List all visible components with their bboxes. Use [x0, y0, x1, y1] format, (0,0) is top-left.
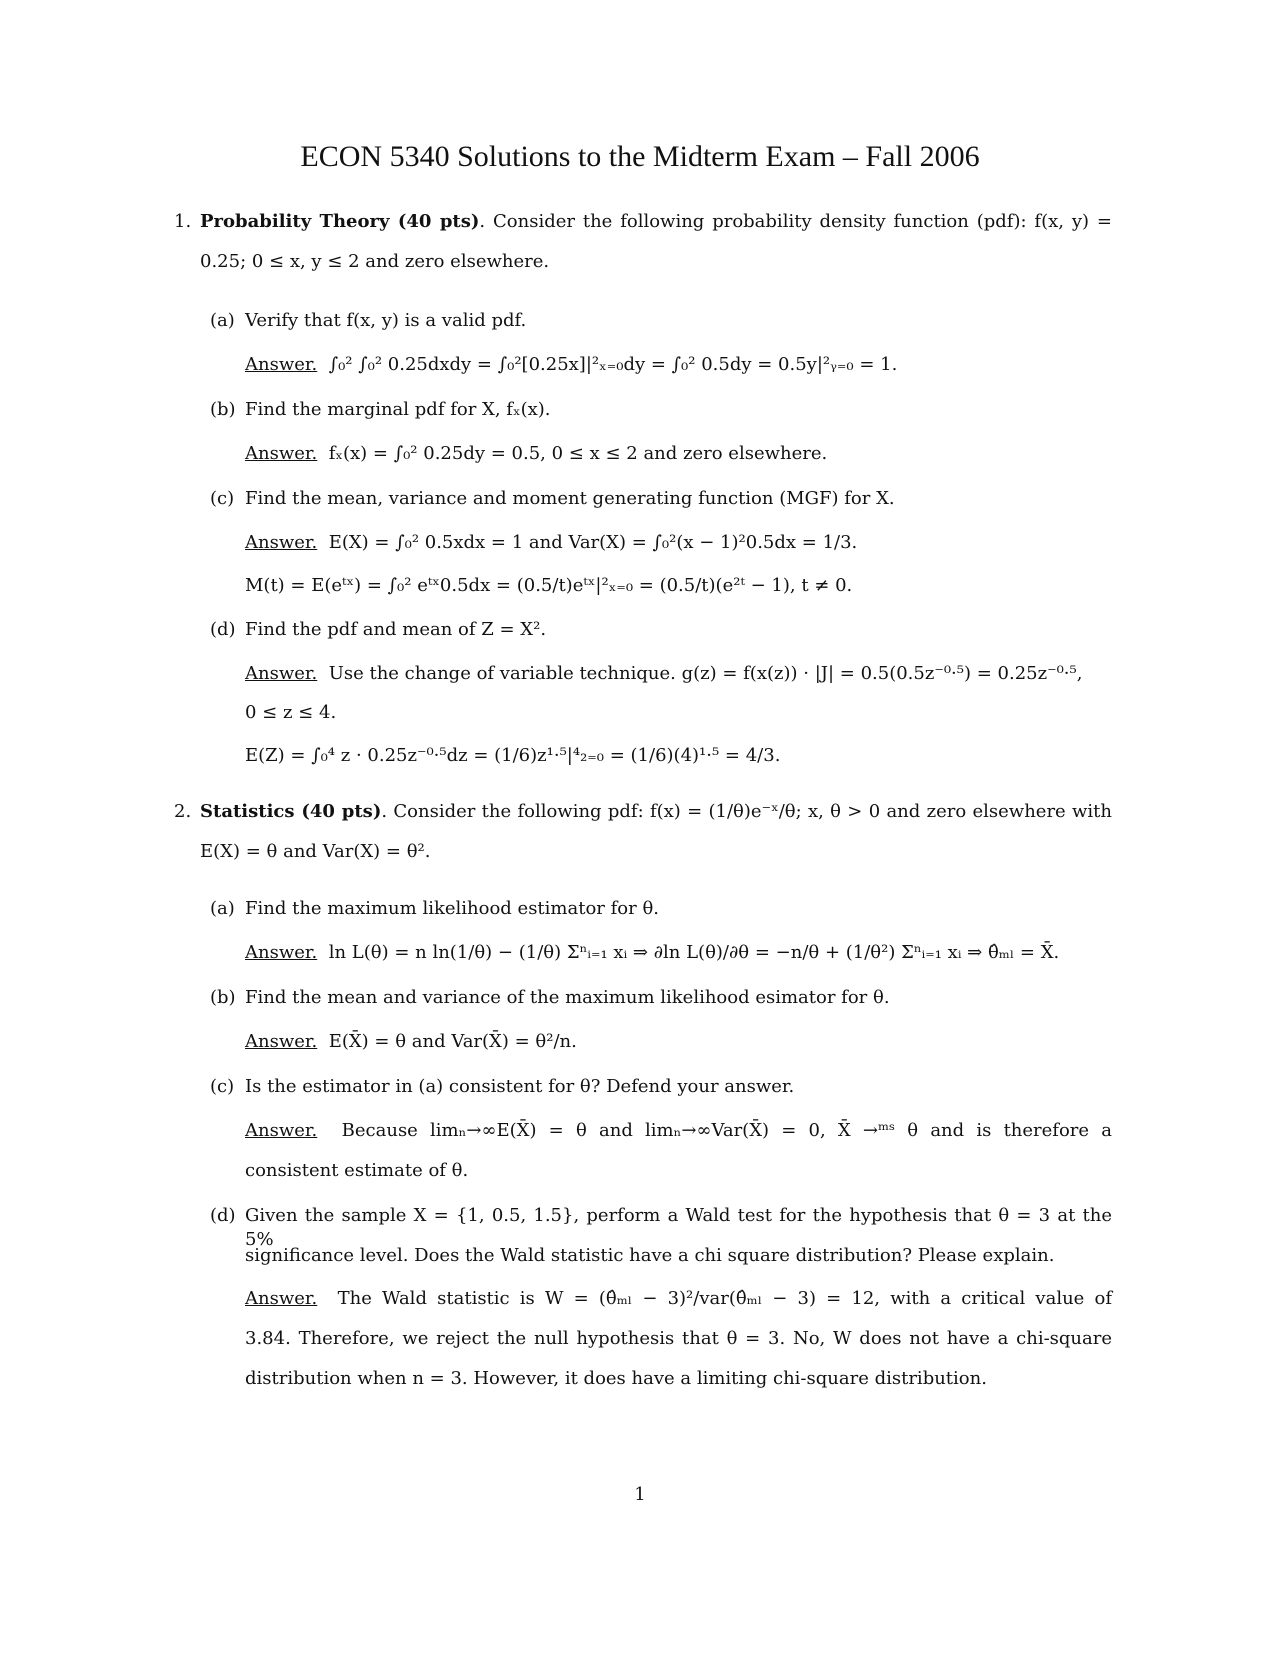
q2a-answer: [245, 941, 1059, 965]
q2-intro-line1: [200, 800, 1112, 824]
q2c-answer: [245, 1119, 1112, 1143]
q2a-answer-text: ln L(θ) = n ln(1/θ) − (1/θ) Σⁿᵢ₌₁ xᵢ ⇒ ∂ln L(θ)/∂θ = −n/θ + (1/θ²) Σⁿᵢ₌₁ xᵢ ⇒ θ̂ₘₗ = X̄.: [328, 942, 1060, 963]
q2c-label: (c): [210, 1076, 235, 1097]
answer-label: Answer.: [245, 1120, 318, 1141]
q2-intro1-text: . Consider the following pdf: f(x) = (1/θ)e⁻ˣ/θ; x, θ > 0 and zero elsewhere with: [381, 801, 1112, 822]
q2-intro-line2: E(X) = θ and Var(X) = θ².: [200, 841, 431, 862]
page-title: ECON 5340 Solutions to the Midterm Exam – Fall 2006: [300, 140, 980, 173]
answer-label: Answer.: [245, 532, 318, 553]
q2-heading: Statistics (40 pts): [200, 801, 382, 822]
q2a-label: (a): [210, 898, 235, 919]
q2d-label: (d): [210, 1205, 236, 1226]
answer-label: Answer.: [245, 354, 318, 375]
q1a-label: (a): [210, 310, 235, 331]
q1d-answer: [245, 662, 1082, 686]
q1-intro-line1: [200, 210, 1112, 234]
q1a-answer: [245, 353, 897, 377]
q2d-answer: [245, 1287, 1112, 1311]
q1b-question: Find the marginal pdf for X, fₓ(x).: [245, 399, 551, 420]
q1c-answer-line2: M(t) = E(eᵗˣ) = ∫₀² eᵗˣ0.5dx = (0.5/t)eᵗˣ|²ₓ₌₀ = (0.5/t)(e²ᵗ − 1), t ≠ 0.: [245, 575, 853, 596]
q1b-answer-text: fₓ(x) = ∫₀² 0.25dy = 0.5, 0 ≤ x ≤ 2 and zero elsewhere.: [328, 443, 828, 464]
answer-label: Answer.: [245, 1031, 318, 1052]
q1b-answer: [245, 442, 827, 466]
q1c-answer-text-1: E(X) = ∫₀² 0.5xdx = 1 and Var(X) = ∫₀²(x − 1)²0.5dx = 1/3.: [328, 532, 858, 553]
q1a-question: Verify that f(x, y) is a valid pdf.: [245, 310, 527, 331]
q1-intro-line2: 0.25; 0 ≤ x, y ≤ 2 and zero elsewhere.: [200, 251, 550, 272]
q1d-answer-text-1: Use the change of variable technique. g(z) = f(x(z)) · |J| = 0.5(0.5z⁻⁰·⁵) = 0.25z⁻⁰·⁵,: [328, 663, 1083, 684]
q2-number: 2.: [174, 801, 192, 822]
page-number: 1: [634, 1484, 646, 1505]
q1c-answer: [245, 531, 857, 555]
q2c-answer-text-1: Because limₙ→∞E(X̄) = θ and limₙ→∞Var(X̄) = 0, X̄ →ᵐˢ θ and is therefore a: [341, 1120, 1112, 1141]
q1c-label: (c): [210, 488, 235, 509]
answer-label: Answer.: [245, 942, 318, 963]
q2b-answer: [245, 1030, 577, 1054]
q2d-question-line2: significance level. Does the Wald statistic have a chi square distribution? Please explain.: [245, 1245, 1055, 1266]
answer-label: Answer.: [245, 443, 318, 464]
q1-number: 1.: [174, 211, 192, 232]
q2c-answer-line2: consistent estimate of θ.: [245, 1160, 469, 1181]
q1-heading: Probability Theory (40 pts): [200, 211, 480, 232]
q2c-question: Is the estimator in (a) consistent for θ? Defend your answer.: [245, 1076, 795, 1097]
q1d-question: Find the pdf and mean of Z = X².: [245, 619, 547, 640]
q1d-answer-line2: 0 ≤ z ≤ 4.: [245, 702, 337, 723]
q1d-answer-line3: E(Z) = ∫₀⁴ z · 0.25z⁻⁰·⁵dz = (1/6)z¹·⁵|⁴₂₌₀ = (1/6)(4)¹·⁵ = 4/3.: [245, 745, 781, 766]
q2d-answer-line2: 3.84. Therefore, we reject the null hypothesis that θ = 3. No, W does not have a chi-square: [245, 1328, 1112, 1349]
q1a-answer-text: ∫₀² ∫₀² 0.25dxdy = ∫₀²[0.25x]|²ₓ₌₀dy = ∫₀² 0.5dy = 0.5y|²ᵧ₌₀ = 1.: [328, 354, 898, 375]
answer-label: Answer.: [245, 663, 318, 684]
q1b-label: (b): [210, 399, 236, 420]
q2b-question: Find the mean and variance of the maximum likelihood esimator for θ.: [245, 987, 890, 1008]
q2d-answer-text-1: The Wald statistic is W = (θ̂ₘₗ − 3)²/var(θ̂ₘₗ − 3) = 12, with a critical value of: [337, 1288, 1112, 1309]
q2d-question-line1: Given the sample X = {1, 0.5, 1.5}, perform a Wald test for the hypothesis that θ = 3 at the 5%: [245, 1205, 1112, 1250]
q1-intro1-text: . Consider the following probability density function (pdf): f(x, y) =: [479, 211, 1112, 232]
q1c-question: Find the mean, variance and moment generating function (MGF) for X.: [245, 488, 895, 509]
q2d-answer-line3: distribution when n = 3. However, it does have a limiting chi-square distribution.: [245, 1368, 987, 1389]
answer-label: Answer.: [245, 1288, 318, 1309]
q1d-label: (d): [210, 619, 236, 640]
q2a-question: Find the maximum likelihood estimator for θ.: [245, 898, 659, 919]
q2b-answer-text: E(X̄) = θ and Var(X̄) = θ²/n.: [328, 1031, 577, 1052]
q2b-label: (b): [210, 987, 236, 1008]
